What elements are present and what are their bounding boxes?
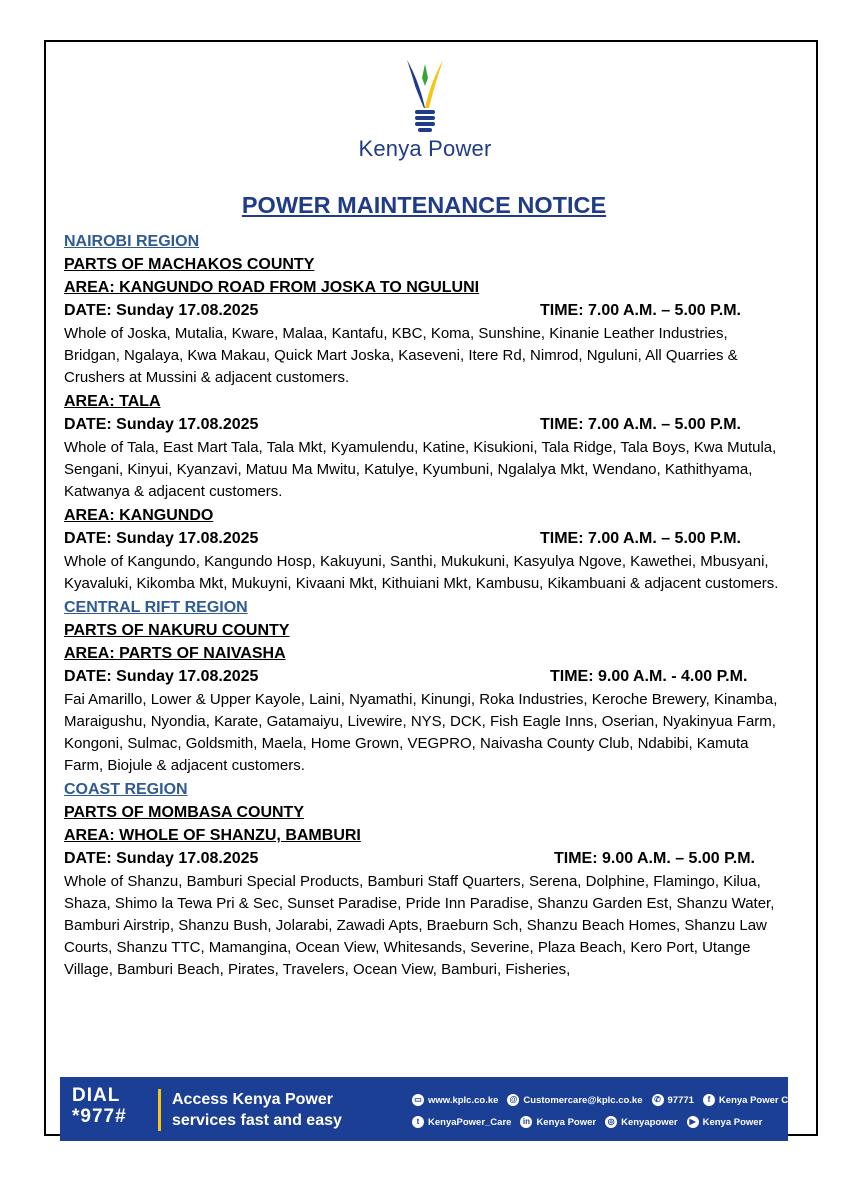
outage-date: DATE: Sunday 17.08.2025: [64, 850, 259, 867]
date-time-row: [64, 299, 784, 323]
email-link[interactable]: Customercare@kplc.co.ke: [523, 1094, 643, 1106]
sms-number[interactable]: 97771: [667, 1094, 694, 1106]
linkedin-link[interactable]: Kenya Power: [536, 1116, 597, 1128]
affected-areas: Whole of Shanzu, Bamburi Special Products, Bamburi Staff Quarters, Serena, Dolphine, Flamingo, Kilua, Shaza, Shimo la Tewa Pri & Sec, Sunset Paradise, Pride Inn Paradise, Shanzu Garden Est, Shanzu Water, Bamburi Airstrip, Shanzu Bush, Jolarabi, Zawadi Apts, Braeburn Sch, Shanzu Beach Homes, Shanzu Law Courts, Shanzu TTC, Mamangina, Ocean View, Whitesands, Severine, Plaza Beach, Kero Port, Utange Village, Bamburi Beach, Pirates, Travelers, Ocean View, Bamburi, Fisheries,: [64, 873, 775, 978]
youtube-icon: ▶: [687, 1116, 699, 1128]
affected-areas: Whole of Kangundo, Kangundo Hosp, Kakuyuni, Santhi, Mukukuni, Kasyulya Ngove, Kawethei, Mbusyani, Kyavaluki, Kikomba Mkt, Mukuyni, Kivaani Mkt, Kithuiani Mkt, Kambusu, Kikambuani & adjacent customers.: [64, 553, 779, 592]
outage-time: TIME: 7.00 A.M. – 5.00 P.M.: [540, 416, 741, 433]
laptop-icon: ▭: [412, 1094, 424, 1106]
linkedin-icon: in: [520, 1116, 532, 1128]
website-link[interactable]: www.kplc.co.ke: [428, 1094, 499, 1106]
phone-icon: ✆: [652, 1094, 664, 1106]
access-line-1: Access Kenya Power: [172, 1091, 333, 1108]
outage-time: TIME: 7.00 A.M. – 5.00 P.M.: [540, 530, 741, 547]
instagram-icon: ◎: [605, 1116, 617, 1128]
area-heading: AREA: KANGUNDO ROAD FROM JOSKA TO NGULUNI: [64, 279, 480, 296]
date-time-row: [64, 665, 784, 689]
region-heading: NAIROBI REGION: [64, 233, 200, 250]
brand-name: Kenya Power: [358, 136, 492, 161]
footer-banner: [60, 1077, 803, 1141]
affected-areas: Fai Amarillo, Lower & Upper Kayole, Laini, Nyamathi, Kinungi, Roka Industries, Keroche Brewery, Kinamba, Maraigushu, Nyondia, Karate, Gatamaiyu, Livewire, NYS, DCK, Fish Eagle Inns, Oserian, Nyakinyua Farm, Kongoni, Sulmac, Goldsmith, Maela, Home Grown, VEGPRO, Naivasha County Club, Ndabibi, Kamuta Farm, Biojule & adjacent customers.: [64, 691, 778, 774]
date-time-row: [64, 413, 784, 437]
instagram-link[interactable]: Kenyapower: [621, 1116, 678, 1128]
outage-date: DATE: Sunday 17.08.2025: [64, 668, 259, 685]
county-heading: PARTS OF MOMBASA COUNTY: [64, 804, 304, 821]
affected-areas: Whole of Tala, East Mart Tala, Tala Mkt, Kyamulendu, Katine, Kisukioni, Tala Ridge, Tala Boys, Kwa Mutula, Sengani, Kinyui, Kyanzavi, Matuu Ma Mwitu, Katulye, Kyumbuni, Ngalalya Mkt, Wendano, Kathithyama, Katwanya & adjacent customers.: [64, 439, 777, 500]
area-heading: AREA: WHOLE OF SHANZU, BAMBURI: [64, 827, 361, 844]
contact-list: [412, 1089, 803, 1133]
date-time-row: [64, 847, 784, 871]
area-heading: AREA: KANGUNDO: [64, 507, 214, 524]
notice-body: [64, 230, 784, 982]
twitter-link[interactable]: KenyaPower_Care: [428, 1116, 512, 1128]
email-icon: @: [507, 1094, 519, 1106]
kenya-power-logo: [355, 56, 495, 181]
region-heading: CENTRAL RIFT REGION: [64, 599, 248, 616]
dial-label: DIAL: [72, 1085, 121, 1106]
ussd-code: *977#: [72, 1106, 127, 1127]
outage-time: TIME: 7.00 A.M. – 5.00 P.M.: [540, 302, 741, 319]
footer-divider: [158, 1089, 161, 1131]
affected-areas: Whole of Joska, Mutalia, Kware, Malaa, Kantafu, KBC, Koma, Sunshine, Kinanie Leather Industries, Bridgan, Ngalaya, Kwa Makau, Quick Mart Joska, Kaseveni, Itere Rd, Nimrod, Nguluni, All Quarries & Crushers at Mussini & adjacent customers.: [64, 325, 738, 386]
youtube-link[interactable]: Kenya Power: [702, 1116, 763, 1128]
outage-date: DATE: Sunday 17.08.2025: [64, 530, 259, 547]
outage-date: DATE: Sunday 17.08.2025: [64, 416, 259, 433]
page-title: POWER MAINTENANCE NOTICE: [241, 192, 607, 218]
region-heading: COAST REGION: [64, 781, 188, 798]
facebook-link[interactable]: Kenya Power Care: [718, 1094, 803, 1106]
outage-time: TIME: 9.00 A.M. – 5.00 P.M.: [554, 850, 755, 867]
access-line-2: services fast and easy: [172, 1112, 342, 1129]
outage-time: TIME: 9.00 A.M. - 4.00 P.M.: [550, 668, 748, 685]
facebook-icon: f: [703, 1094, 715, 1106]
area-heading: AREA: TALA: [64, 393, 161, 410]
date-time-row: [64, 527, 784, 551]
twitter-icon: t: [412, 1116, 424, 1128]
county-heading: PARTS OF NAKURU COUNTY: [64, 622, 290, 639]
county-heading: PARTS OF MACHAKOS COUNTY: [64, 256, 315, 273]
bulb-logo-icon: [385, 56, 465, 136]
outage-date: DATE: Sunday 17.08.2025: [64, 302, 259, 319]
area-heading: AREA: PARTS OF NAIVASHA: [64, 645, 286, 662]
access-text: [172, 1089, 342, 1131]
dial-block: [72, 1085, 127, 1127]
